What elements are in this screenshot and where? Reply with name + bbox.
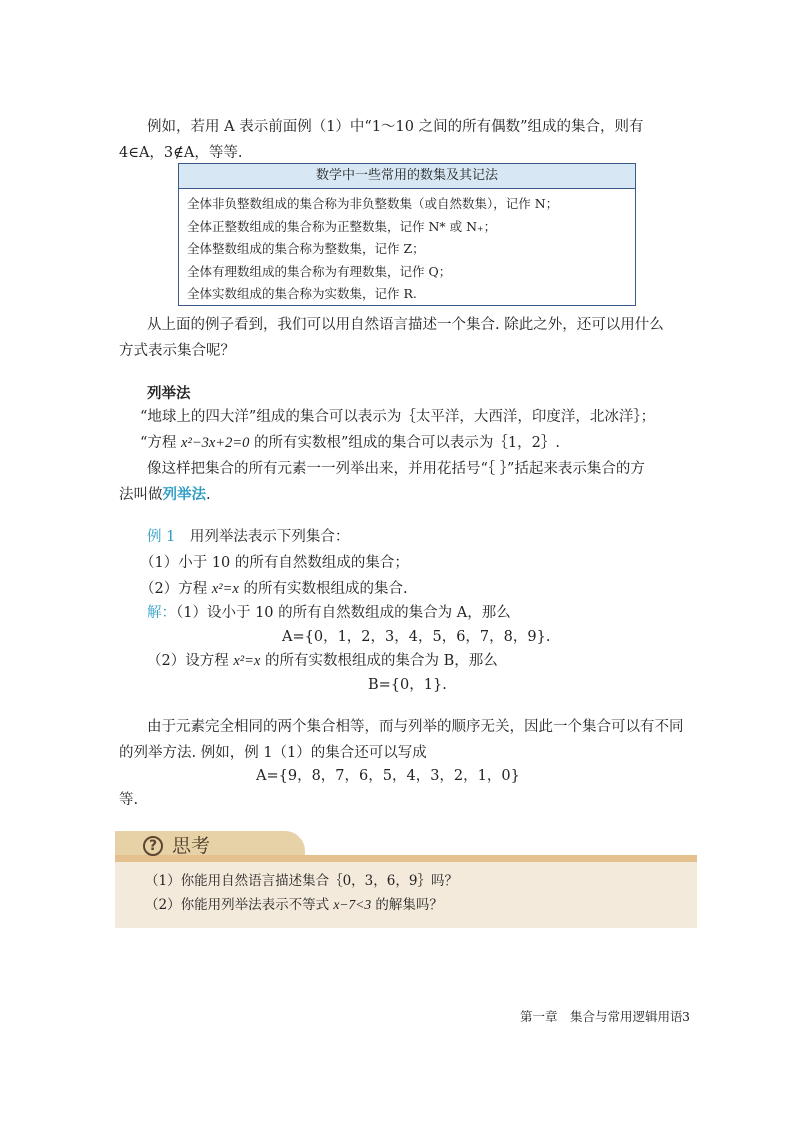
example-1-question-2: （2）方程 x²=x 的所有实数根组成的集合. [140,581,408,597]
example-1-prompt: 例 1 用列举法表示下列集合： [147,529,350,545]
solution-label: 解： [147,605,176,621]
table-row: 全体实数组成的集合称为实数集，记作 R. [187,286,417,301]
transition-line-1: 从上面的例子看到，我们可以用自然语言描述一个集合. 除此之外，还可以用什么 [147,317,664,333]
table-row: 全体有理数组成的集合称为有理数集，记作 Q； [187,263,452,279]
enumeration-line-4: 法叫做列举法. [119,486,211,503]
page-number: 3 [682,1009,690,1024]
enumeration-line-3: 像这样把集合的所有元素一一列举出来，并用花括号“｛ ｝”括起来表示集合的方 [147,461,645,477]
transition-line-2: 方式表示集合呢？ [119,343,235,359]
order-note-line-2: 的列举方法. 例如，例 1（1）的集合还可以写成 [119,745,427,761]
solution-1: 解：（1）设小于 10 的所有自然数组成的集合为 A，那么 [147,605,511,621]
number-sets-table [178,163,636,306]
order-note-line-3: 等. [119,792,139,808]
section-heading: 列举法 [147,386,191,402]
example-1-question-1: （1）小于 10 的所有自然数组成的集合； [140,555,409,571]
enumeration-line-1: “地球上的四大洋”组成的集合可以表示为｛太平洋，大西洋，印度洋，北冰洋｝； [140,409,656,425]
solution-2: （2）设方程 x²=x 的所有实数根组成的集合为 B，那么 [147,653,498,669]
solution-2-result: B={0，1}. [368,677,447,693]
chapter-title: 第一章 集合与常用逻辑用语 [520,1009,683,1024]
equation: x²−3x+2=0 [181,435,250,451]
example-label: 例 1 [147,529,176,545]
think-question-1: （1）你能用自然语言描述集合｛0，3，6，9｝吗？ [145,873,458,889]
number-sets-table-title: 数学中一些常用的数集及其记法 [179,164,635,189]
intro-line-1: 例如，若用 A 表示前面例（1）中“1～10 之间的所有偶数”组成的集合，则有 [147,119,644,135]
key-term: 列举法 [162,486,206,503]
enumeration-line-2: “方程 x²−3x+2=0 的所有实数根”组成的集合可以表示为｛1，2｝. [140,435,560,451]
order-note-formula: A={9，8，7，6，5，4，3，2，1，0} [256,768,520,784]
table-row: 全体非负整数组成的集合称为非负整数集（或自然数集），记作 N； [187,196,559,211]
table-row: 全体正整数组成的集合称为正整数集，记作 N* 或 N₊； [187,218,497,234]
intro-line-2: 4∈A，3∉A，等等. [119,145,243,161]
order-note-line-1: 由于元素完全相同的两个集合相等，而与列举的顺序无关，因此一个集合可以有不同 [147,719,684,735]
think-question-2: （2）你能用列举法表示不等式 x−7<3 的解集吗？ [145,897,443,913]
solution-1-result: A={0，1，2，3，4，5，6，7，8，9}. [282,629,551,645]
think-box-title: 思考 [172,835,211,857]
table-row: 全体整数组成的集合称为整数集，记作 Z； [187,241,425,256]
question-icon: ? [143,836,163,856]
